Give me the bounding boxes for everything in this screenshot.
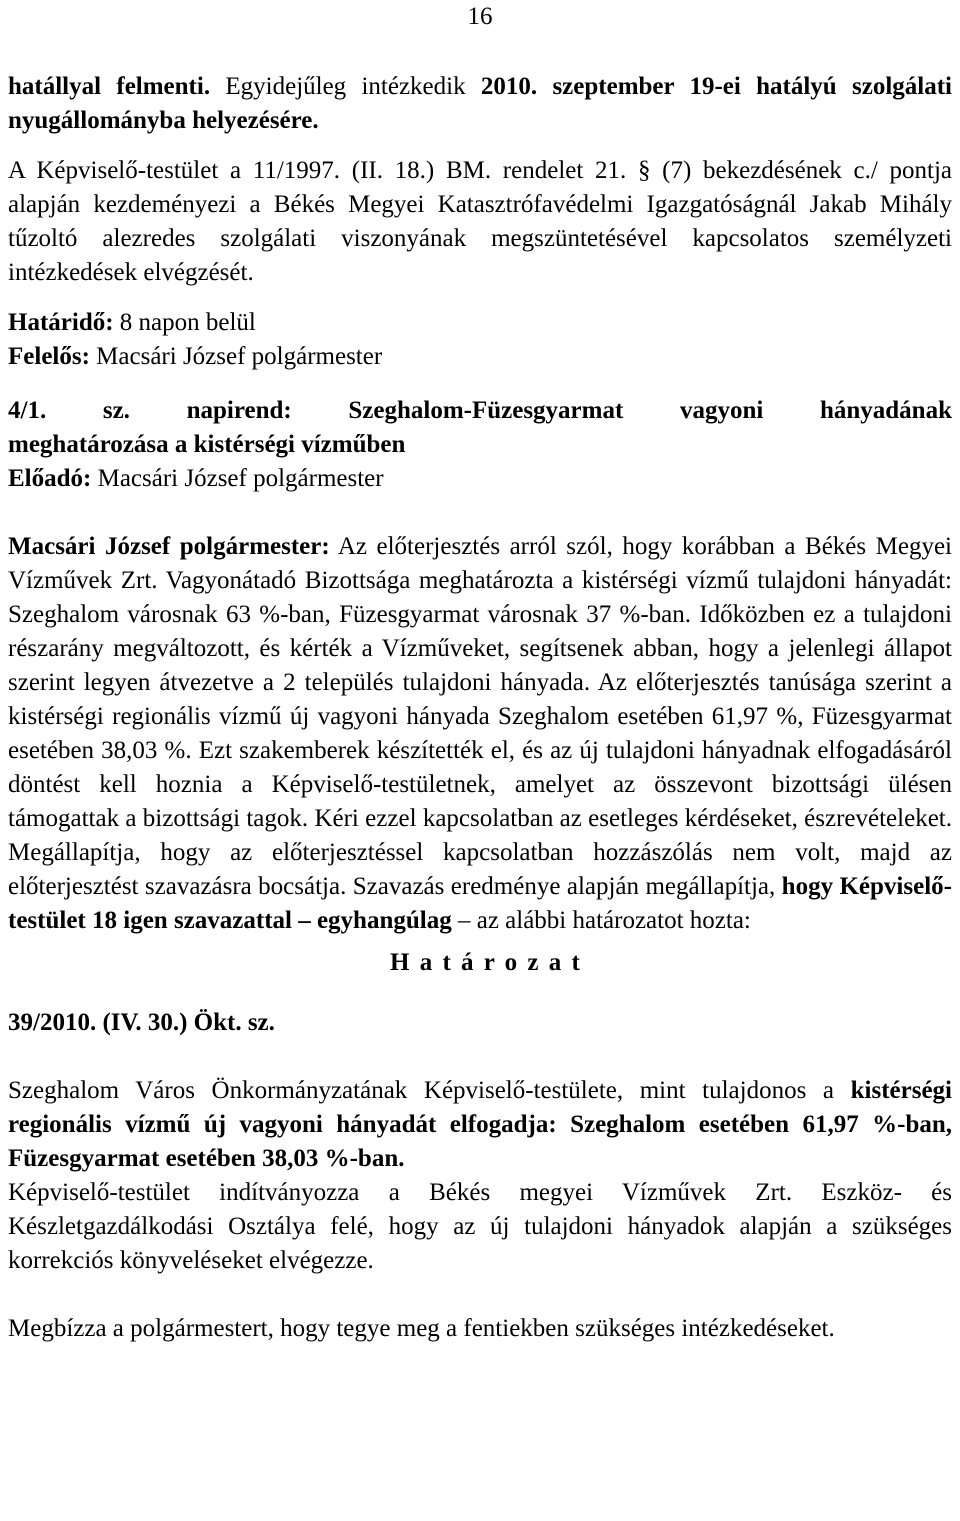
responsible-value: Macsári József polgármester bbox=[89, 343, 383, 370]
bold-text: kistérségi regionális vízmű új vagyoni hányadát elfogadja: Szeghalom esetében 61,97 %-ban, Füzesgyarmat esetében 38,03 %-ban. bbox=[8, 1077, 952, 1172]
bold-text: 2010. szeptember 19-ei hatályú szolgálati nyugállományba helyezésére. bbox=[8, 73, 952, 134]
agenda-title-cont: meghatározása a kistérségi vízműben bbox=[8, 431, 406, 458]
page-number: 16 bbox=[467, 3, 493, 30]
paragraph-initiative: A Képviselő-testület a 11/1997. (II. 18.) BM. rendelet 21. § (7) bekezdésének c./ pontja alapján kezdeményezi a Békés Megyei Katasztrófavédelmi Igazgatóságnál Jakab Mihály tűzoltó alezredes szolgálati viszonyának megszüntetésével kapcsolatos személyzeti intézkedések elvégzését. bbox=[8, 157, 952, 286]
plain-text: Egyidejűleg intézkedik bbox=[210, 73, 481, 100]
bold-text: hatállyal felmenti. bbox=[8, 73, 211, 100]
presenter-line bbox=[8, 462, 952, 496]
resolution-number: 39/2010. (IV. 30.) Ökt. sz. bbox=[8, 1009, 275, 1036]
deadline-value: 8 napon belül bbox=[113, 309, 256, 336]
paragraph-retirement bbox=[8, 70, 952, 138]
resolution-paragraph-2: Képviselő-testület indítványozza a Békés megyei Vízművek Zrt. Eszköz- és Készletgazdálkodási Osztálya felé, hogy az új tulajdoni hányadok alapján a szükséges korrekciós könyveléseket elvégezze. bbox=[8, 1179, 952, 1274]
speech-text: Az előterjesztés arról szól, hogy korábban a Békés Megyei Vízművek Zrt. Vagyonátadó Bizottsága meghatározta a kistérségi vízmű tulajdoni hányadát: Szeghalom városnak 63 %-ban, Füzesgyarmat városnak 37 %-ban. Időközben ez a tulajdoni részarány megváltozott, és kérték a Vízműveket, segítsenek abban, hogy a jelenlegi állapot szerint legyen átvezetve a 2 település tulajdoni hányada. Az előterjesztés tanúsága szerint a kistérségi regionális vízmű új vagyoni hányada Szeghalom esetében 61,97 %, Füzesgyarmat esetében 38,03 %. Ezt szakemberek készítették el, és az új tulajdoni hányadnak elfogadásáról döntést kell hoznia a Képviselő-testületnek, amelyet az összevont bizottsági ülésen támogattak a bizottsági tagok. Kéri ezzel kapcsolatban az esetleges kérdéseket, észrevételeket. Megállapítja, hogy az előterjesztéssel kapcsolatban hozzászólás nem volt, majd az előterjesztést szavazásra bocsátja. Szavazás eredménye alapján megállapítja, bbox=[8, 533, 953, 900]
speaker-name: Macsári József polgármester: bbox=[8, 533, 330, 560]
vote-result: hogy Képviselő-testület 18 igen szavazattal – egyhangúlag bbox=[8, 873, 952, 934]
document-body bbox=[8, 70, 952, 1346]
vote-tail: – az alábbi határozatot hozta: bbox=[451, 907, 751, 934]
resolution-paragraph-1 bbox=[8, 1074, 952, 1176]
resolution-paragraph-3: Megbízza a polgármestert, hogy tegye meg a fentiekben szükséges intézkedéseket. bbox=[8, 1315, 835, 1342]
presenter-label: Előadó: bbox=[8, 465, 92, 492]
presenter-value: Macsári József polgármester bbox=[91, 465, 384, 492]
deadline-line bbox=[8, 306, 952, 340]
agenda-title: 4/1. sz. napirend: Szeghalom-Füzesgyarmat vagyoni hányadának bbox=[8, 397, 952, 424]
plain-text: Szeghalom Város Önkormányzatának Képviselő-testülete, mint tulajdonos a bbox=[8, 1077, 851, 1104]
resolution-heading: H a t á r o z a t bbox=[390, 949, 582, 976]
responsible-label: Felelős: bbox=[8, 343, 90, 370]
deadline-label: Határidő: bbox=[8, 309, 114, 336]
responsible-line bbox=[8, 340, 952, 374]
speech-paragraph bbox=[8, 530, 952, 938]
